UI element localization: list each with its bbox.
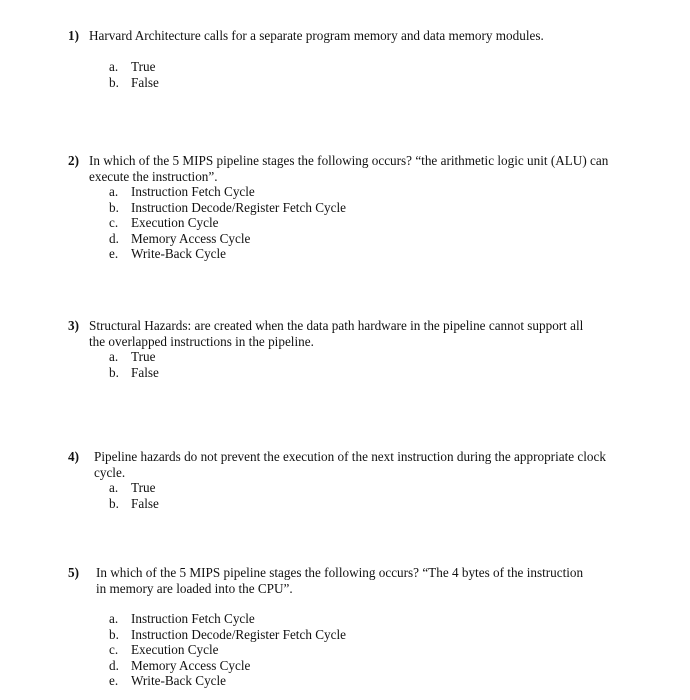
option-letter: e. [109, 246, 119, 261]
question-number: 5) [68, 565, 79, 580]
question-text-line: Structural Hazards: are created when the data path hardware in the pipeline cannot support all [89, 318, 584, 333]
option-letter: b. [109, 74, 119, 90]
question-text-line: Harvard Architecture calls for a separate program memory and data memory modules. [89, 28, 544, 43]
question-text-line: In which of the 5 MIPS pipeline stages the following occurs? “the arithmetic logic unit (ALU) can [89, 153, 609, 168]
option-label: Memory Access Cycle [131, 230, 251, 246]
question-text-line: In which of the 5 MIPS pipeline stages the following occurs? “The 4 bytes of the instruction [96, 565, 584, 580]
question-number: 1) [68, 28, 79, 43]
question-text [89, 28, 544, 44]
option-label: Write-Back Cycle [131, 673, 227, 688]
option-label: Instruction Decode/Register Fetch Cycle [131, 626, 346, 642]
option-label: Memory Access Cycle [131, 657, 251, 673]
option-label: Execution Cycle [131, 642, 219, 657]
option-label: Execution Cycle [131, 215, 219, 230]
question-text-line: Pipeline hazards do not prevent the execution of the next instruction during the appropriate clock [94, 449, 606, 464]
option-label: Instruction Decode/Register Fetch Cycle [131, 199, 346, 215]
question-text-line: in memory are loaded into the CPU”. [96, 580, 293, 596]
option-label: True [131, 59, 156, 74]
question-text [89, 318, 583, 349]
option-label: False [131, 364, 159, 380]
option-label: False [131, 495, 159, 511]
question-text-line: cycle. [94, 464, 126, 480]
option-letter: d. [109, 230, 119, 246]
question-number: 3) [68, 318, 79, 333]
option-letter: a. [109, 480, 119, 495]
question-number: 4) [68, 449, 79, 464]
option-label: True [131, 480, 156, 495]
option-letter: c. [109, 642, 119, 657]
question-text [94, 449, 606, 480]
question-text-line: the overlapped instructions in the pipeline. [89, 333, 314, 349]
option-letter: a. [109, 184, 119, 199]
question-text-line: execute the instruction”. [89, 168, 218, 184]
option-letter: b. [109, 364, 119, 380]
option-label: Instruction Fetch Cycle [131, 611, 255, 626]
option-letter: a. [109, 611, 119, 626]
option-label: Instruction Fetch Cycle [131, 184, 255, 199]
option-label: Write-Back Cycle [131, 246, 227, 261]
option-letter: b. [109, 495, 119, 511]
option-letter: d. [109, 657, 119, 673]
option-label: True [131, 349, 156, 364]
option-letter: a. [109, 349, 119, 364]
question-text [89, 153, 608, 184]
option-letter: a. [109, 59, 119, 74]
question-number: 2) [68, 153, 79, 168]
option-letter: b. [109, 199, 119, 215]
option-letter: c. [109, 215, 119, 230]
option-label: False [131, 74, 159, 90]
question-text [96, 565, 583, 596]
option-letter: b. [109, 626, 119, 642]
option-letter: e. [109, 673, 119, 688]
